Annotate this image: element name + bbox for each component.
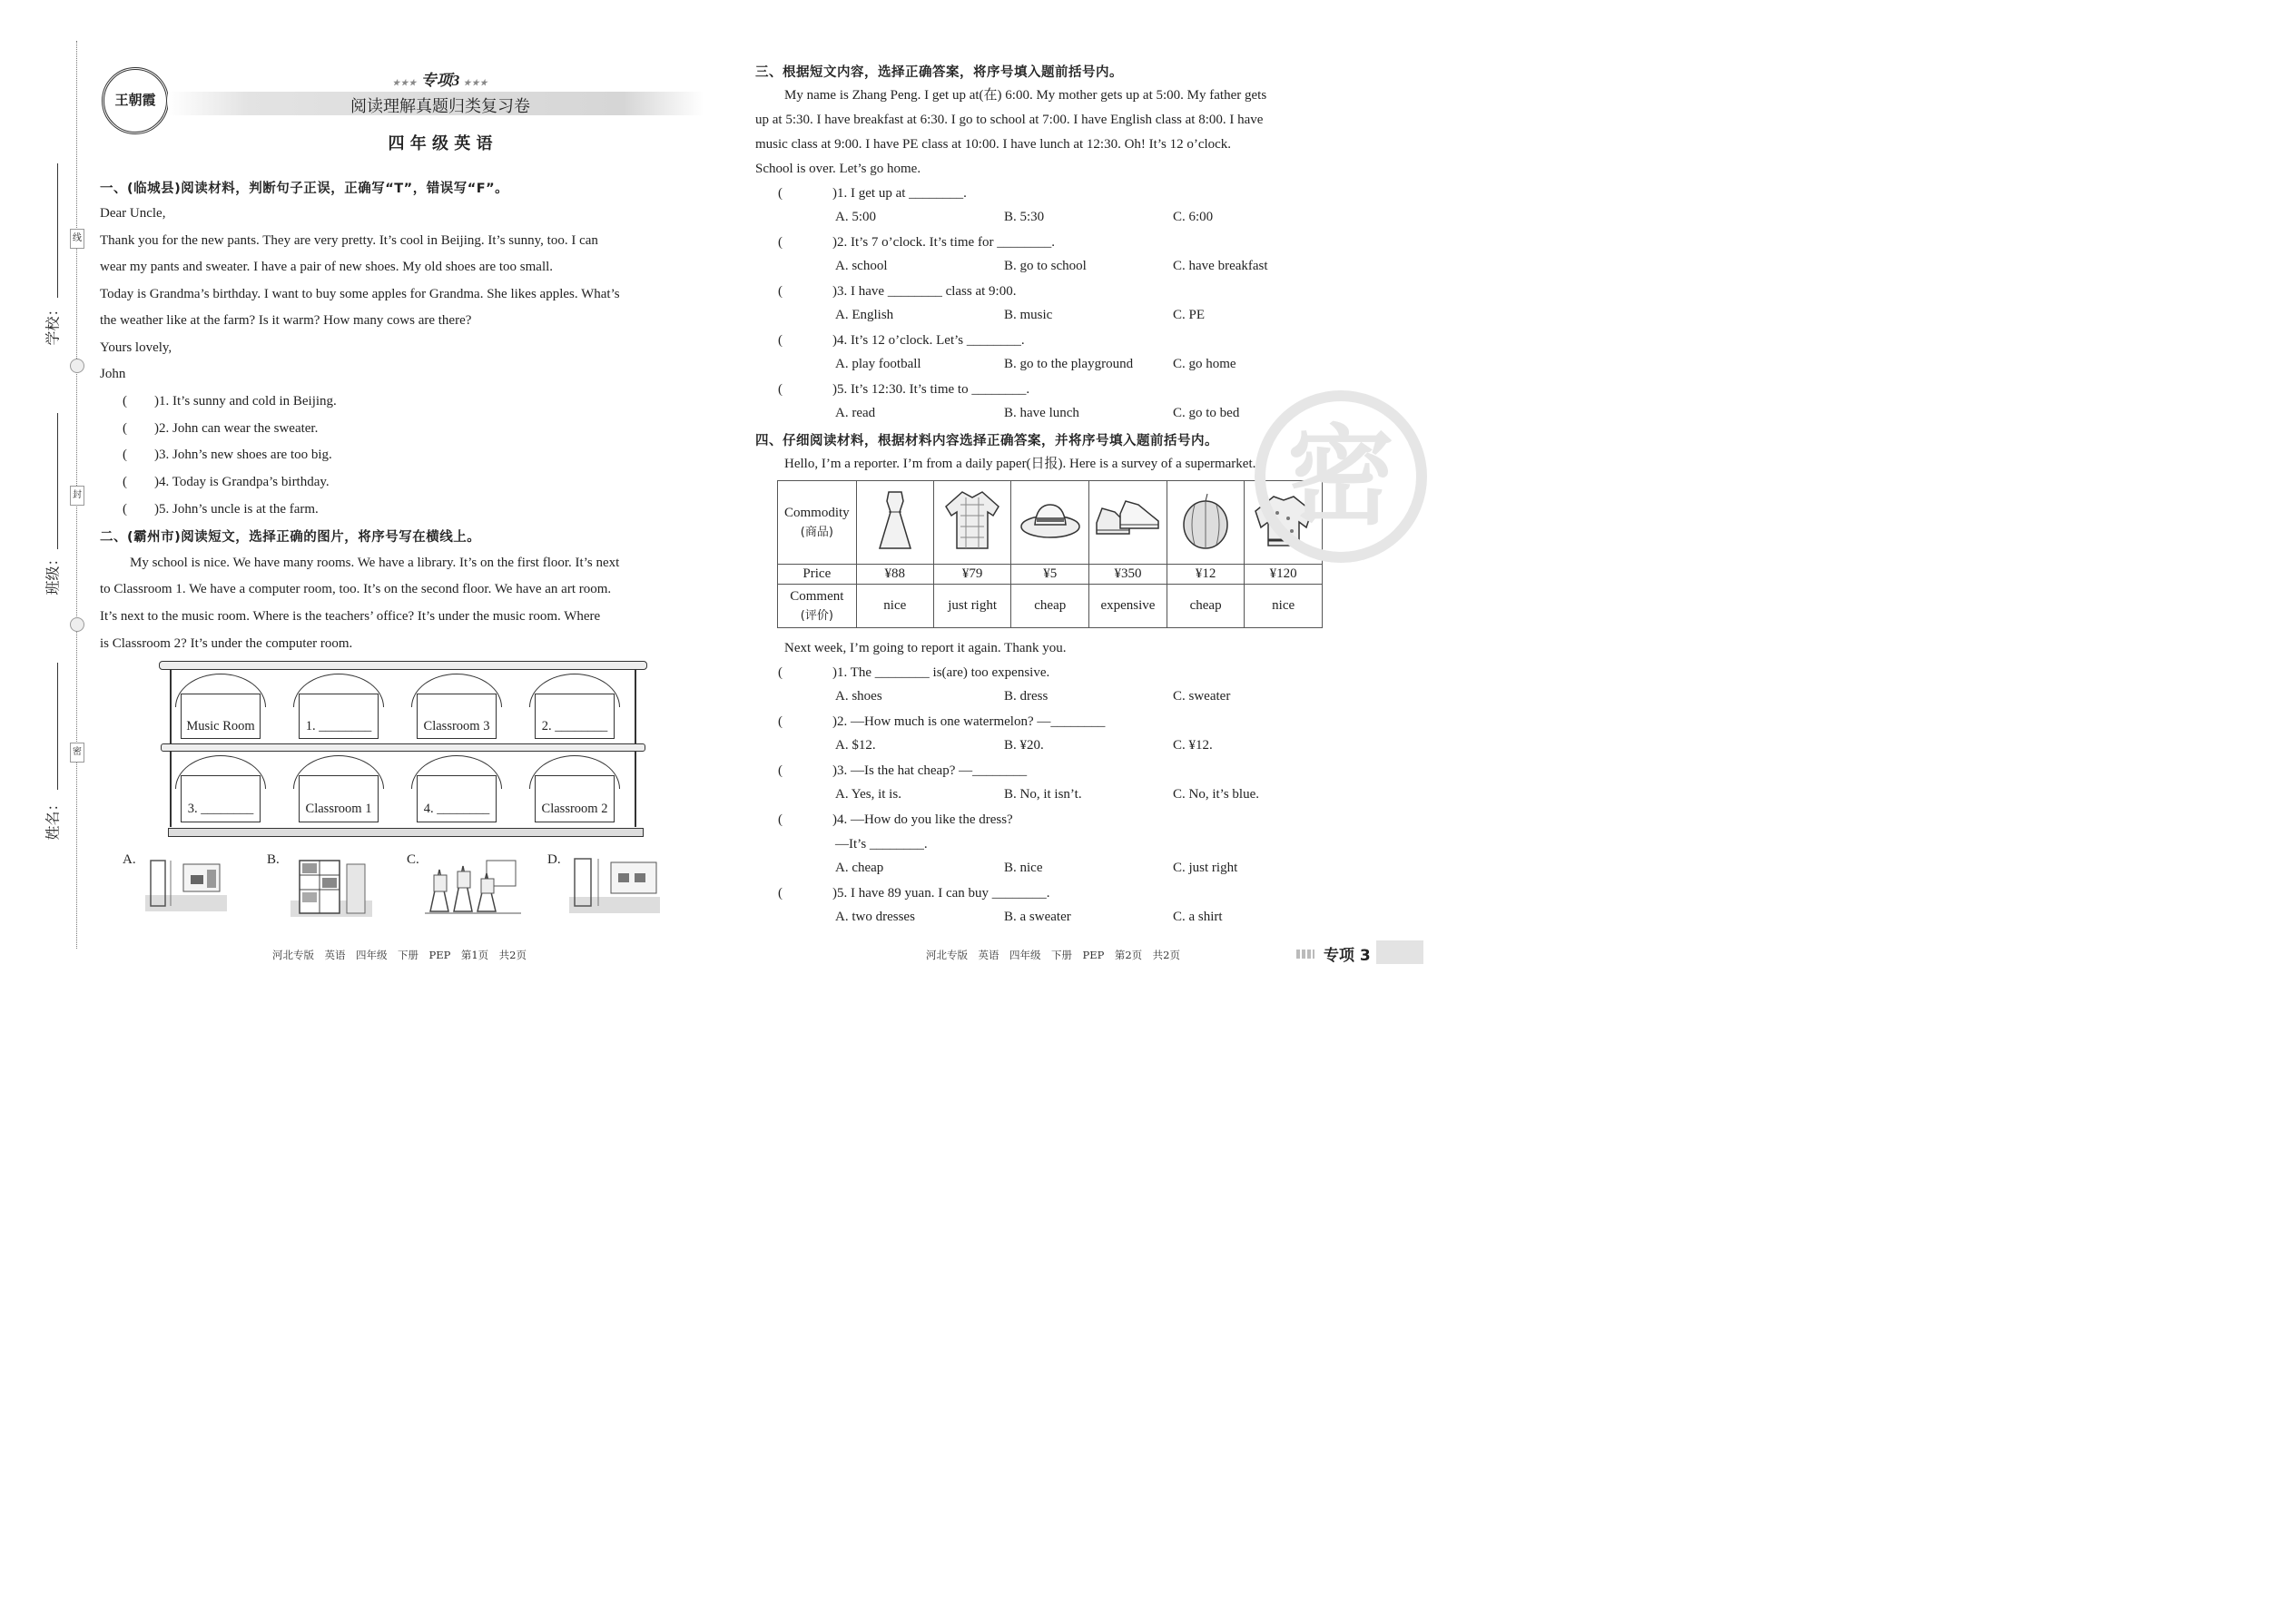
page-title: 阅读理解真题归类复习卷 [350,97,530,116]
letter-greeting: Dear Uncle, [100,206,166,221]
page-subtitle: 四 年 级 英 语 [388,134,493,153]
option-a: A. $12. [835,738,876,753]
section4-heading: 四、仔细阅读材料，根据材料内容选择正确答案，并将序号填入题前括号内。 [755,434,1218,448]
secret-seal-watermark: 密 [1255,390,1427,563]
section1-heading: 一、(临城县)阅读材料，判断句子正误，正确写“T”，错误写“F”。 [100,182,509,196]
binding-mark-feng: 封 [70,486,84,506]
shirt-icon [933,481,1011,565]
series-badge [377,67,504,90]
passage-line: It’s next to the music room. Where is the teachers’ office? It’s under the music room. Where [100,609,601,624]
mc-question-answer-line[interactable]: —It’s ________. [835,837,928,851]
section3-heading: 三、根据短文内容，选择正确答案，将序号填入题前括号内。 [755,65,1123,80]
hat-icon [1011,481,1089,565]
mc-question[interactable]: ( )1. I get up at ________. [778,186,967,201]
page-tag-label: 专项 3 [1324,947,1371,965]
picture-option-label[interactable]: D. [547,852,561,867]
option-a: A. 5:00 [835,210,876,224]
room-window [411,755,502,826]
answer-paren[interactable]: ( [778,333,783,348]
option-c: C. PE [1173,308,1206,322]
school-label: 学校： [44,301,62,346]
room-window [293,674,384,741]
option-a: A. two dresses [835,910,915,924]
option-b: B. music [1004,308,1053,322]
computer-room-picture[interactable] [567,855,662,917]
school-building [159,661,645,839]
page1-footer: 河北专版 英语 四年级 下册 PEP 第1页 共2页 [272,949,527,961]
mc-question[interactable]: ( )5. I have 89 yuan. I can buy ________. [778,886,1050,901]
brand-logo [102,67,169,134]
option-a: A. cheap [835,861,884,875]
letter-line: Today is Grandma’s birthday. I want to buy some apples for Grandma. She likes apples. What’s [100,287,620,301]
answer-paren[interactable]: ( [778,382,783,397]
price-cell: ¥88 [856,565,933,585]
room-window [529,755,620,826]
mc-question[interactable]: ( )4. —How do you like the dress? [778,812,1013,827]
room-answer-input[interactable]: 3. ________ [181,775,261,822]
option-b: B. have lunch [1004,406,1079,420]
tf-question[interactable]: ( )4. Today is Grandpa’s birthday. [123,475,330,489]
room-label: Classroom 3 [417,694,497,739]
watermelon-icon [1167,481,1244,565]
price-cell: ¥350 [1089,565,1167,585]
picture-option-label[interactable]: A. [123,852,136,867]
picture-option-label[interactable]: C. [407,852,419,867]
name-field[interactable] [41,663,68,841]
dress-icon [856,481,933,565]
library-picture[interactable] [289,855,375,919]
mc-question[interactable]: ( )4. It’s 12 o’clock. Let’s ________. [778,333,1025,348]
room-label: Classroom 2 [535,775,615,822]
price-header: Price [778,565,857,585]
option-c: C. sweater [1173,689,1231,704]
passage-line: School is over. Let’s go home. [755,162,921,176]
option-b: B. No, it isn’t. [1004,787,1082,802]
answer-paren[interactable]: ( [778,284,783,299]
passage-line: to Classroom 1. We have a computer room, too. It’s on the second floor. We have an art room. [100,582,612,596]
option-c: C. go to bed [1173,406,1240,420]
option-b: B. a sweater [1004,910,1071,924]
option-a: A. read [835,406,876,420]
price-cell: ¥79 [933,565,1011,585]
price-cell: ¥120 [1245,565,1323,585]
picture-option-label[interactable]: B. [267,852,280,867]
name-label: 姓名： [44,796,62,841]
passage-line: music class at 9:00. I have PE class at 10:00. I have lunch at 12:30. Oh! It’s 12 o’clock. [755,137,1232,152]
room-window [175,674,266,741]
passage-line: is Classroom 2? It’s under the computer room. [100,636,353,651]
comment-cell: nice [1245,585,1323,628]
section2-heading: 二、(霸州市)阅读短文，选择正确的图片，将序号写在横线上。 [100,530,481,545]
option-a: A. play football [835,357,921,371]
binding-mark-mi: 密 [70,743,84,763]
option-a: A. Yes, it is. [835,787,901,802]
mc-question[interactable]: ( )3. I have ________ class at 9:00. [778,284,1017,299]
answer-paren[interactable]: ( [778,186,783,201]
mc-question[interactable]: ( )2. —How much is one watermelon? —________ [778,714,1106,729]
survey-table [777,480,1323,628]
option-b: B. dress [1004,689,1049,704]
comment-cell: cheap [1167,585,1244,628]
mc-question[interactable]: ( )3. —Is the hat cheap? —________ [778,763,1028,778]
letter-line: the weather like at the farm? Is it warm? How many cows are there? [100,313,472,328]
room-answer-input[interactable]: 2. ________ [535,694,615,739]
room-window [529,674,620,741]
base [168,828,644,837]
room-answer-input[interactable]: 1. ________ [299,694,379,739]
art-room-picture[interactable] [423,855,525,919]
brand-logo-text: 王朝霞 [114,92,156,108]
star-icon: ★★★ [392,78,418,87]
letter-closing: Yours lovely, [100,340,172,355]
comment-header: Comment (评价) [778,585,857,628]
option-c: C. just right [1173,861,1238,875]
survey-outro: Next week, I’m going to report it again. Thank you. [784,641,1067,655]
commodity-header: Commodity (商品) [778,481,857,565]
option-c: C. go home [1173,357,1236,371]
room-window [411,674,502,741]
comment-cell: just right [933,585,1011,628]
passage-line: My name is Zhang Peng. I get up at(在) 6:00. My mother gets up at 5:00. My father gets [784,88,1267,103]
mc-question[interactable]: ( )5. It’s 12:30. It’s time to ________. [778,382,1030,397]
page2-footer: 河北专版 英语 四年级 下册 PEP 第2页 共2页 [926,949,1181,961]
option-b: B. ¥20. [1004,738,1044,753]
option-a: A. school [835,259,888,273]
tf-question[interactable]: ( )3. John’s new shoes are too big. [123,448,332,462]
room-label: Music Room [181,694,261,739]
mc-question[interactable]: ( )1. The ________ is(are) too expensive. [778,665,1050,680]
option-c: C. ¥12. [1173,738,1213,753]
room-answer-input[interactable]: 4. ________ [417,775,497,822]
binding-margin [0,0,91,1005]
binding-mark-xian: 线 [70,229,84,249]
letter-line: Thank you for the new pants. They are very pretty. It’s cool in Beijing. It’s sunny, too. I can [100,233,598,248]
passage-line: up at 5:30. I have breakfast at 6:30. I go to school at 7:00. I have English class at 8:00. I have [755,113,1264,127]
comment-cell: nice [856,585,933,628]
letter-line: wear my pants and sweater. I have a pair of new shoes. My old shoes are too small. [100,260,554,274]
series-label: 专项3 [420,72,460,89]
comment-cell: cheap [1011,585,1089,628]
option-a: A. English [835,308,894,322]
tf-question[interactable]: ( )2. John can wear the sweater. [123,421,319,436]
option-c: C. No, it’s blue. [1173,787,1260,802]
class-field[interactable] [41,413,68,595]
teachers-office-picture[interactable] [143,855,230,915]
option-c: C. 6:00 [1173,210,1214,224]
shoes-icon [1089,481,1167,565]
mc-question[interactable]: ( )2. It’s 7 o’clock. It’s time for ________. [778,235,1055,250]
option-b: B. 5:30 [1004,210,1045,224]
passage-line: My school is nice. We have many rooms. We have a library. It’s on the first floor. It’s next [130,556,620,570]
page-tag [1296,940,1423,964]
binding-ornament-icon [70,617,84,632]
survey-intro: Hello, I’m a reporter. I’m from a daily paper(日报). Here is a survey of a supermarket. [784,457,1256,471]
star-icon: ★★★ [463,78,488,87]
option-b: B. go to the playground [1004,357,1134,371]
room-window [293,755,384,826]
comment-cell: expensive [1089,585,1167,628]
letter-signature: John [100,367,126,381]
option-b: B. go to school [1004,259,1087,273]
option-c: C. a shirt [1173,910,1223,924]
class-label: 班级： [44,551,62,595]
option-c: C. have breakfast [1173,259,1268,273]
tf-question[interactable]: ( )1. It’s sunny and cold in Beijing. [123,394,337,408]
price-cell: ¥12 [1167,565,1244,585]
option-b: B. nice [1004,861,1043,875]
school-field[interactable] [41,163,68,346]
option-a: A. shoes [835,689,882,704]
floor-divider [161,743,645,752]
price-cell: ¥5 [1011,565,1089,585]
tf-question[interactable]: ( )5. John’s uncle is at the farm. [123,502,319,517]
room-label: Classroom 1 [299,775,379,822]
room-window [175,755,266,826]
answer-paren[interactable]: ( [778,235,783,250]
binding-ornament-icon [70,359,84,373]
